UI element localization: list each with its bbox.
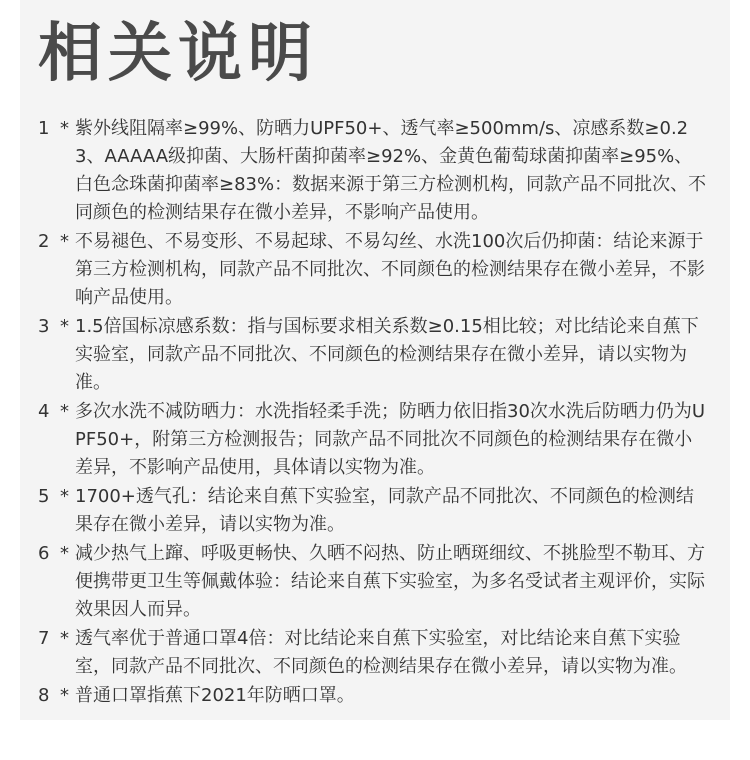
note-item-7 <box>38 625 710 681</box>
note-item-5 <box>38 483 710 539</box>
note-number: 7 <box>38 628 50 649</box>
note-number: 4 <box>38 401 50 422</box>
note-item-4 <box>38 398 710 482</box>
note-number: 3 <box>38 316 50 337</box>
note-text: 1.5倍国标凉感系数：指与国标要求相关系数≥0.15相比较；对比结论来自蕉下实验室，同款产品不同批次、不同颜色的检测结果存在微小差异，请以实物为准。 <box>75 316 699 393</box>
note-asterisk: * <box>60 316 69 337</box>
note-item-6 <box>38 540 710 624</box>
note-number: 2 <box>38 231 50 252</box>
note-number: 8 <box>38 685 50 706</box>
note-item-8 <box>38 682 710 710</box>
note-asterisk: * <box>60 401 69 422</box>
note-asterisk: * <box>60 543 69 564</box>
note-item-3 <box>38 313 710 397</box>
note-number: 6 <box>38 543 50 564</box>
notes-list <box>38 115 710 711</box>
note-text: 多次水洗不减防晒力：水洗指轻柔手洗；防晒力依旧指30次水洗后防晒力仍为UPF50+，附第三方检测报告；同款产品不同批次不同颜色的检测结果存在微小差异，不影响产品使用，具体请以实物为准。 <box>75 401 706 478</box>
note-text: 普通口罩指蕉下2021年防晒口罩。 <box>75 685 355 706</box>
note-text: 不易褪色、不易变形、不易起球、不易勾丝、水洗100次后仍抑菌：结论来源于第三方检测机构，同款产品不同批次、不同颜色的检测结果存在微小差异，不影响产品使用。 <box>75 231 705 308</box>
page-title: 相关说明 <box>38 17 318 91</box>
note-item-1 <box>38 115 710 227</box>
note-text: 紫外线阻隔率≥99%、防晒力UPF50+、透气率≥500mm/s、凉感系数≥0.23、AAAAA级抑菌、大肠杆菌抑菌率≥92%、金黄色葡萄球菌抑菌率≥95%、白色念珠菌抑菌率≥83%：数据来源于第三方检测机构，同款产品不同批次、不同颜色的检测结果存在微小差异，不影响产品使用。 <box>75 118 707 223</box>
note-asterisk: * <box>60 486 69 507</box>
note-text: 减少热气上蹿、呼吸更畅快、久晒不闷热、防止晒斑细纹、不挑脸型不勒耳、方便携带更卫生等佩戴体验：结论来自蕉下实验室，为多名受试者主观评价，实际效果因人而异。 <box>75 543 705 620</box>
note-text: 透气率优于普通口罩4倍：对比结论来自蕉下实验室，对比结论来自蕉下实验室，同款产品不同批次、不同颜色的检测结果存在微小差异，请以实物为准。 <box>75 628 687 677</box>
note-number: 1 <box>38 118 50 139</box>
note-asterisk: * <box>60 685 69 706</box>
note-asterisk: * <box>60 118 69 139</box>
note-number: 5 <box>38 486 50 507</box>
note-text: 1700+透气孔：结论来自蕉下实验室，同款产品不同批次、不同颜色的检测结果存在微小差异，请以实物为准。 <box>75 486 694 535</box>
note-item-2 <box>38 228 710 312</box>
note-asterisk: * <box>60 231 69 252</box>
note-asterisk: * <box>60 628 69 649</box>
